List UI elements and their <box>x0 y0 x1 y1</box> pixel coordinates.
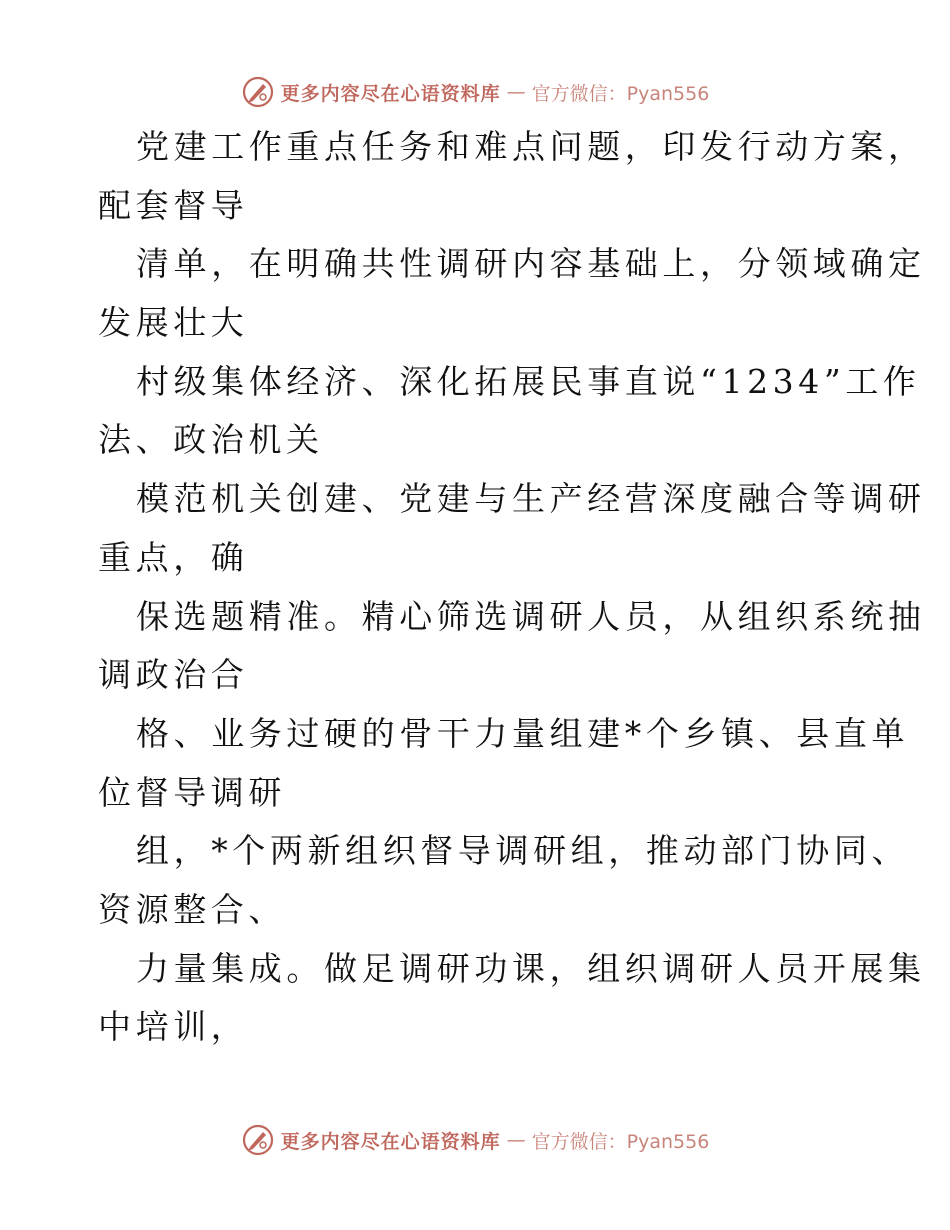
text-line: 村级集体经济、深化拓展民事直说“1234”工作 <box>136 361 921 401</box>
watermark-wechat: 官方微信：Pyan556 <box>531 1130 710 1153</box>
watermark-title: 更多内容尽在心语资料库 <box>280 82 501 105</box>
text-line: 位督导调研 <box>98 772 286 812</box>
text-line: 保选题精准。精心筛选调研人员，从组织系统抽 <box>136 596 926 636</box>
text-line: 重点，确 <box>98 537 249 577</box>
text-line: 组，*个两新组织督导调研组，推动部门协同、 <box>136 831 910 871</box>
text-line: 调政治合 <box>98 655 249 695</box>
watermark-dash: — <box>506 1129 526 1151</box>
text-line: 党建工作重点任务和难点问题，印发行动方案， <box>136 127 926 166</box>
text-line: 力量集成。做足调研功课，组织调研人员开展集 <box>136 948 926 988</box>
text-line: 配套督导 <box>98 185 249 225</box>
watermark-dash: — <box>506 81 526 103</box>
text-line: 清单，在明确共性调研内容基础上，分领域确定 <box>136 244 926 284</box>
document-body <box>98 118 926 1057</box>
header-watermark <box>0 72 950 112</box>
quill-pen-seal-icon <box>241 75 275 109</box>
text-line: 资源整合、 <box>98 889 286 929</box>
text-line: 格、业务过硬的骨干力量组建*个乡镇、县直单 <box>136 713 910 753</box>
quill-pen-seal-icon <box>241 1123 275 1157</box>
footer-watermark <box>0 1120 950 1160</box>
text-line: 模范机关创建、党建与生产经营深度融合等调研 <box>136 479 926 519</box>
watermark-wechat: 官方微信：Pyan556 <box>531 82 710 105</box>
text-line: 发展壮大 <box>98 303 249 343</box>
watermark-title: 更多内容尽在心语资料库 <box>280 1130 501 1153</box>
text-line: 法、政治机关 <box>98 420 324 460</box>
text-line: 中培训， <box>98 1007 249 1047</box>
